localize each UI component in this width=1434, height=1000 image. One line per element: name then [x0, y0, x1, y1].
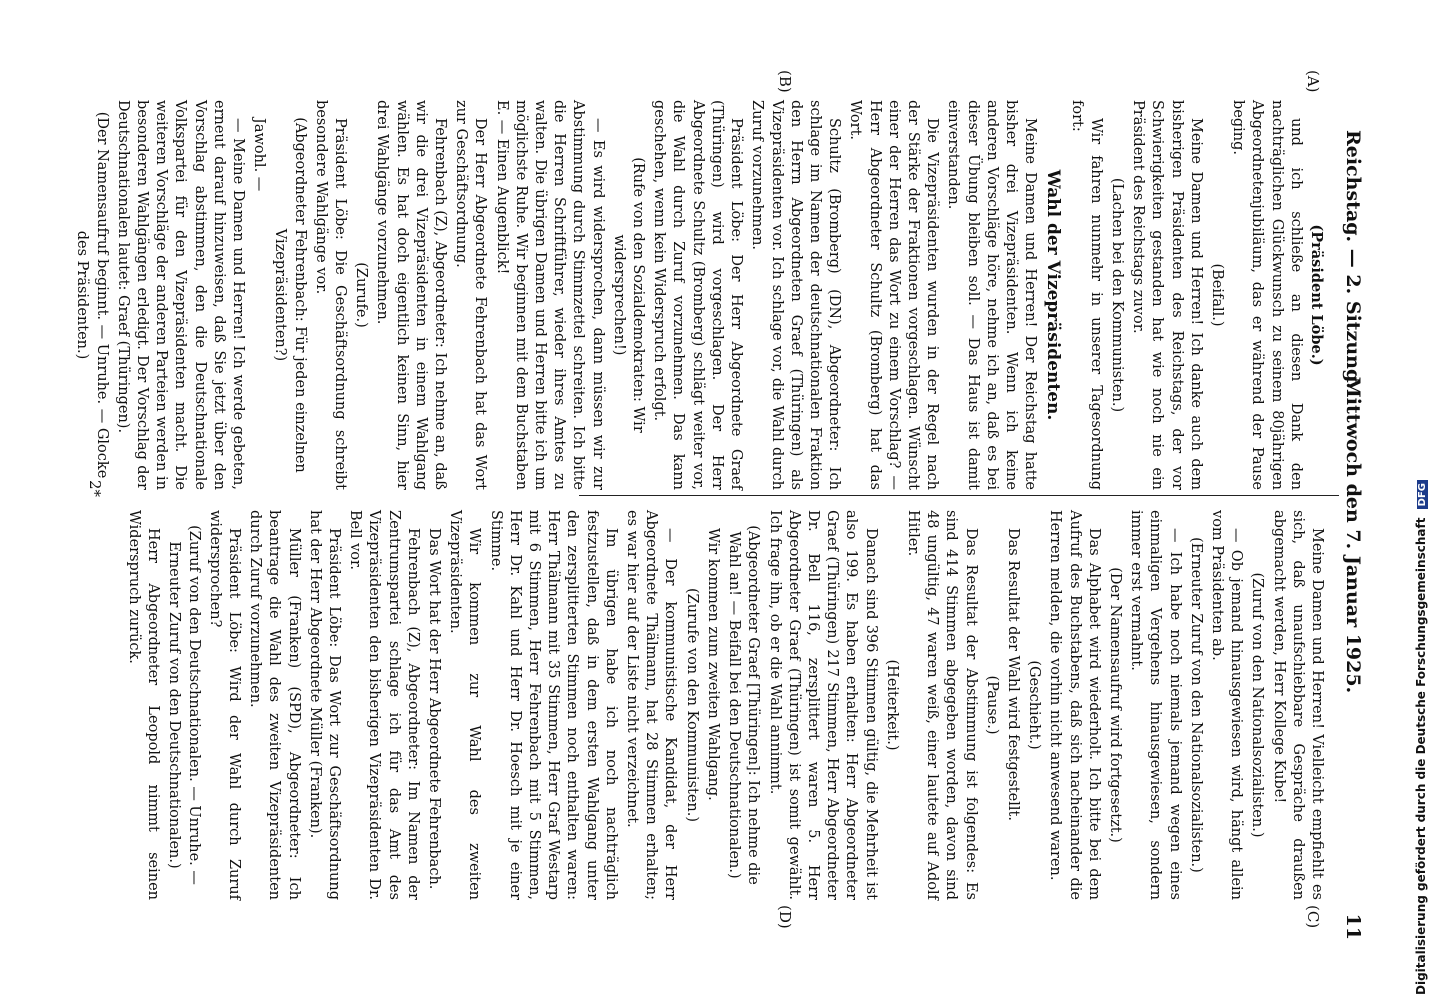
paragraph: Wir kommen zur Wahl des zweiten Vizepräsidenten. [447, 510, 483, 900]
column-divider [579, 495, 1339, 496]
paragraph: und ich schließe an diesen Dank den nachträglichen Glückwunsch zu seinem 80jährigen Abgeordnetenjubiläum, das er während der Pause beging. [1230, 100, 1304, 490]
paragraph: Das Wort hat der Herr Abgeordnete Fehrenbach. [426, 528, 443, 890]
paragraph: — Meine Damen und Herren! Ich werde gebeten, erneut darauf hinzuweisen, daß Sie jetzt über den Vorschlag abstimmen, den die Deutschnationale Volkspartei für den Vizepräsidenten macht. Die weiteren Vorschläge der anderen Parteien werden in besonderen Wahlgängen erledigt. Der Vorschlag der Deutschnationalen lautet: Graef (Thüringen). [114, 100, 247, 490]
digitization-note-text: Digitalisierung gefördert durch die Deutsche Forschungsgemeinschaft [1414, 517, 1428, 995]
paragraph: Wir kommen zum zweiten Wahlgang. [704, 528, 721, 801]
paragraph: — Es wird widersprochen, dann müssen wir zur Abstimmung durch Stimmzettel schreiten. Ich bitte die Herren Schriftführer, wieder ihres Amtes zu walten. Die übrigen Damen und Herren bitte ich um möglichste Ruhe. Wir beginnen mit dem Buchstaben E. — Einen Augenblick! [493, 100, 606, 490]
margin-letter-c: (C) [1304, 905, 1322, 929]
paragraph: Meine Damen und Herren! Ich danke auch dem bisherigen Präsidenten des Reichstags, der vor Schwierigkeiten gestanden hat wie noch nie ein Präsident des Reichstags zuvor. [1130, 100, 1204, 490]
interjection: (Beifall.) [1208, 263, 1225, 327]
paragraph: — Ob jemand hinausgewiesen wird, hängt allein vom Präsidenten ab. [1208, 510, 1245, 900]
paragraph: Fehrenbach (Z), Abgeordneter: Im Namen der Zentrumspartei schlage ich für das Amt des Vizepräsidenten den bisherigen Vizepräsidenten Dr. Bell vor. [347, 510, 421, 900]
paragraph: Danach sind 396 Stimmen gültig, die Mehrheit ist also 199. Es haben erhalten: Herr Abgeordneter Graef (Thüringen) 217 Stimmen, Herr Abgeordneter Dr. Bell 116, zersplittert waren 5. Herr Abgeordneter Graef (Thüringen) ist somit gewählt. Ich frage ihn, ob er die Wahl annimmt. [766, 510, 879, 900]
paragraph: Präsident Löbe: Wird der Wahl durch Zuruf widersprochen? [206, 510, 243, 900]
interjection: (Der Namensaufruf beginnt. — Unruhe. — Glocke des Präsidenten.) [74, 111, 110, 479]
interjection: (Zuruf von den Nationalsozialisten.) [1249, 572, 1266, 838]
left-column [70, 100, 1326, 490]
right-column [122, 510, 1326, 900]
paragraph: Fehrenbach (Z), Abgeordneter: Ich nehme an, daß wir die drei Vizepräsidenten in einem Wahlgang wählen. Es hat doch eigentlich keinen Sinn, hier drei Wahlgänge vorzunehmen. [374, 100, 449, 490]
header-page-number: 11 [1342, 913, 1364, 940]
paragraph: Die Vizepräsidenten wurden in der Regel nach der Stärke der Fraktionen vorgeschlagen. Wünscht einer der Herren das Wort zu einem Vorschlag? — Herr Abgeordneter Schultz (Bromberg) hat das Wort. [847, 100, 941, 490]
speaker-label: (Präsident Löbe.) [1308, 224, 1325, 366]
interjection: (Heiterkeit.) [883, 659, 900, 751]
interjection: (Rufe von den Sozialdemokraten: Wir widersprechen!) [610, 157, 647, 433]
interjection: (Abgeordneter Graef [Thüringen]: Ich nehme die Wahl an! — Beifall bei den Deutschnationalen.) [726, 525, 762, 885]
section-title: Wahl der Vizepräsidenten. [1043, 169, 1064, 421]
paragraph: Herr Abgeordneter Leopold nimmt seinen Widerspruch zurück. [126, 510, 162, 900]
paragraph: Das Resultat der Wahl wird festgestellt. [1004, 528, 1021, 821]
paragraph: — Der kommunistische Kandidat, der Herr Abgeordnete Thälmann, hat 28 Stimmen erhalten; es war hier auf der Liste nicht verzeichnet. [624, 510, 679, 900]
margin-letter-d: (D) [776, 905, 794, 929]
paragraph: Im übrigen habe ich noch nachträglich festzustellen, daß in dem ersten Wahlgang unter den zersplitterten Stimmen noch enthalten waren: Herr Thälmann mit 35 Stimmen, Herr Graf Westarp mit 6 Stimmen, Herr Fehrenbach mit 5 Stimmen, Herr Dr. Kahl und Herr Dr. Hoesch mit je einer Stimme. [487, 510, 619, 900]
paragraph: Der Herr Abgeordnete Fehrenbach hat das Wort zur Geschäftsordnung. [453, 100, 489, 490]
interjection: (Lachen bei den Kommunisten.) [1108, 177, 1125, 413]
paragraph: Meine Damen und Herren! Der Reichstag hatte bisher drei Vizepräsidenten. Wenn ich keine anderen Vorschläge höre, nehme ich an, daß es bei dieser Übung bleiben soll. — Das Haus ist damit einverstanden. [945, 100, 1039, 490]
digitization-note [1414, 480, 1428, 995]
header-left: Reichstag. — 2. Sitzung. [1342, 130, 1364, 389]
paragraph: Müller (Franken) (SPD), Abgeordneter: Ich beantrage die Wahl des zweiten Vizepräsidenten durch Zuruf vorzunehmen. [247, 510, 302, 900]
interjection: (Der Namensaufruf wird fortgesetzt.) [1106, 567, 1123, 843]
page-footer: 2* [86, 480, 104, 498]
paragraph: Präsident Löbe: Das Wort zur Geschäftsordnung hat der Herr Abgeordnete Müller (Franken). [306, 510, 343, 900]
interjection: (Abgeordneter Fehrenbach: Für jeden einzelnen Vizepräsidenten?) [272, 117, 308, 473]
paragraph: Das Alphabet wird wiederholt. Ich bitte bei dem Aufruf des Buchstabens, daß sich nacheinander die Herren melden, die vorhin nicht anwesend waren. [1047, 510, 1102, 900]
paragraph: Präsident Löbe: Der Herr Abgeordnete Graef (Thüringen) wird vorgeschlagen. Der Herr Abgeordnete Schultz (Bromberg) schlägt weiter vor, die Wahl durch Zuruf vorzunehmen. Das kann geschehen, wenn kein Widerspruch erfolgt. [651, 100, 745, 490]
interjection: (Erneuter Zuruf von den Nationalsozialisten.) [1187, 537, 1204, 873]
interjection: (Pause.) [983, 675, 1000, 735]
margin-letter-b: (B) [776, 70, 794, 93]
page-header [1334, 120, 1364, 950]
paragraph: Das Resultat der Abstimmung ist folgendes: Es sind 414 Stimmen abgegeben worden, davon sind 48 ungültig, 47 waren weiß, einer lautete auf Adolf Hitler. [904, 510, 979, 900]
paragraph: Schultz (Bromberg) (DN), Abgeordneter: Ich schlage im Namen der deutschnationalen Fraktion den Herrn Abgeordneten Graef (Thüringen) als Vizepräsidenten vor. Ich schlage vor, die Wahl durch Zuruf vorzunehmen. [749, 100, 843, 490]
header-center: Mittwoch den 7. Januar 1925. [1342, 376, 1364, 694]
paragraph: Meine Damen und Herren! Vielleicht empfiehlt es sich, daß unaufschiebbare Gespräche draußen abgemacht werden, Herr Kollege Kube! [1270, 510, 1325, 900]
paragraph: Wir fahren nunmehr in unserer Tagesordnung fort: [1068, 100, 1104, 490]
interjection: (Zurufe.) [353, 262, 370, 328]
paragraph: Jawohl. — [251, 118, 268, 192]
paragraph: — Ich habe noch niemals jemand wegen eines einmaligen Vergehens hinausgewiesen, sondern immer erst vermahnt. [1128, 510, 1183, 900]
interjection: (Zurufe von den Kommunisten.) [683, 587, 700, 823]
interjection: (Geschieht.) [1026, 660, 1043, 750]
dfg-logo: DFG [1417, 480, 1428, 509]
paragraph: Präsident Löbe: Die Geschäftsordnung schreibt besondere Wahlgänge vor. [312, 100, 349, 490]
interjection: (Zuruf von den Deutschnationalen. — Unruhe. — Erneuter Zuruf von den Deutschnationalen.) [166, 525, 202, 885]
margin-letter-a: (A) [1304, 70, 1322, 93]
